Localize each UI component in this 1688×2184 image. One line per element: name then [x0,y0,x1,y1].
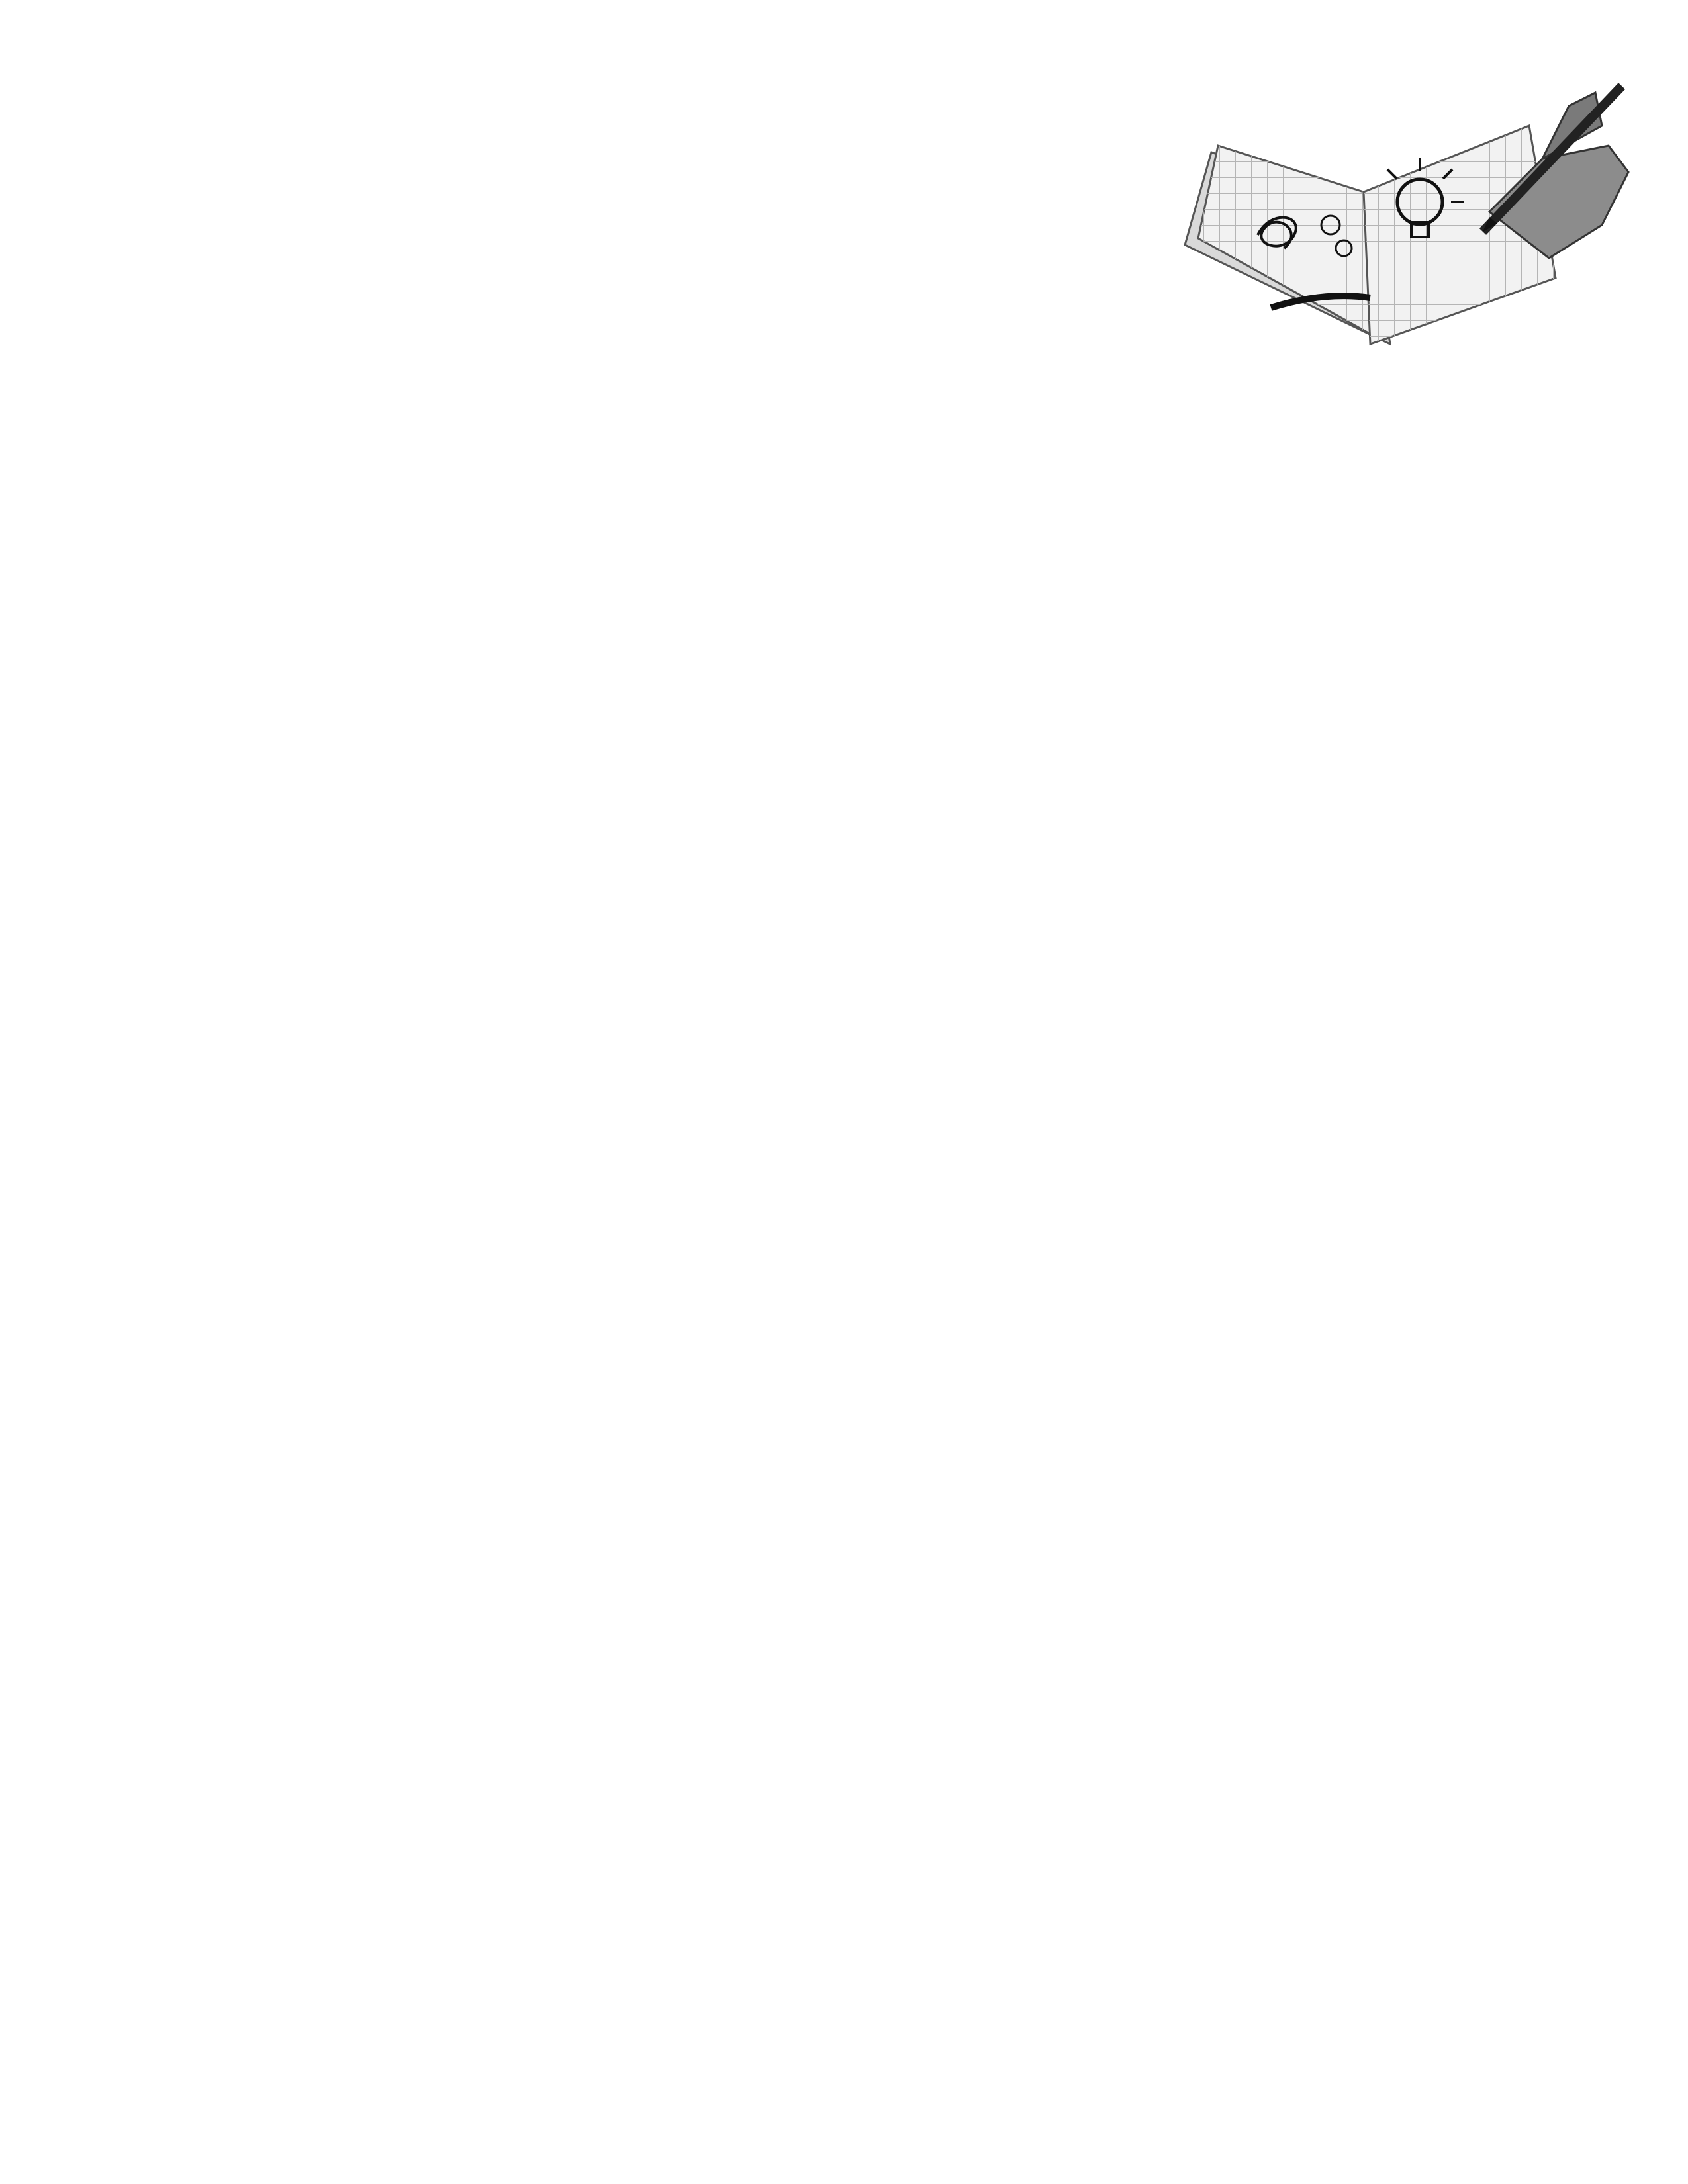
notebook-with-hand-and-lightbulb-icon [1172,66,1635,371]
